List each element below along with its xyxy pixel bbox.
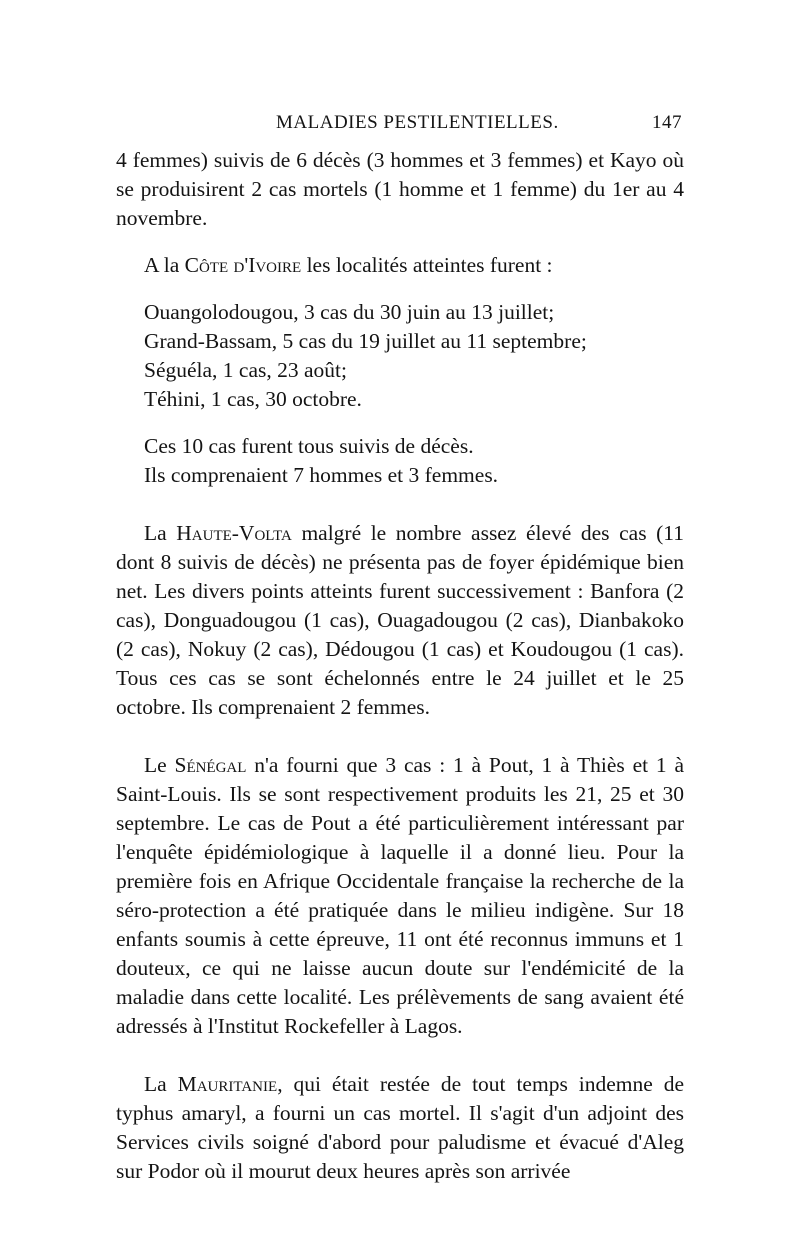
country-cote-ivoire: Côte d'Ivoire — [184, 253, 302, 277]
country-mauritanie: Mauritanie — [177, 1072, 278, 1096]
haute-volta-prefix: La — [144, 521, 177, 545]
cote-intro-suffix: les localités atteintes furent : — [301, 253, 553, 277]
cote-summary-line: Ils comprenaient 7 hommes et 3 femmes. — [144, 463, 499, 487]
mauritanie-text: , qui était restée de tout temps indemne de typhus amaryl, a fourni un cas mortel. Il s'agit d'un adjoint des Services civils soigné d'abord pour paludisme et évacué d'Aleg sur Podor où il mourut deux heures après son arrivée — [116, 1072, 684, 1183]
locality-item: Grand-Bassam, 5 cas du 19 juillet au 11 septembre; — [144, 329, 587, 353]
cote-ivoire-intro — [116, 251, 684, 280]
mauritanie-paragraph — [116, 1070, 684, 1186]
haute-volta-paragraph — [116, 519, 684, 722]
page-number: 147 — [652, 112, 682, 133]
cote-intro-prefix: A la — [144, 253, 185, 277]
book-page — [116, 112, 684, 1186]
mauritanie-prefix: La — [144, 1072, 178, 1096]
running-head — [116, 112, 684, 146]
locality-item: Séguéla, 1 cas, 23 août; — [144, 358, 348, 382]
haute-volta-text: malgré le nombre assez élevé des cas (11 dont 8 suivis de décès) ne présenta pas de foyer épidémique bien net. Les divers points atteints furent successivement : Banfora (2 cas), Donguadougou (1 cas), Ouagadougou (2 cas), Dianbakoko (2 cas), Nokuy (2 cas), Dédougou (1 cas) et Koudougou (1 cas). Tous ces cas se sont échelonnés entre le 24 juillet et le 25 octobre. Ils comprenaient 2 femmes. — [116, 521, 684, 719]
senegal-text: n'a fourni que 3 cas : 1 à Pout, 1 à Thiès et 1 à Saint-Louis. Ils se sont respectivement produits les 21, 25 et 30 septembre. Le cas de Pout a été particulièrement intéressant par l'enquête épidémiologique à laquelle il a donné lieu. Pour la première fois en Afrique Occidentale française la recherche de la séro-protection a été pratiquée dans le milieu indigène. Sur 18 enfants soumis à cette épreuve, 11 ont été reconnus immuns et 1 douteux, ce qui ne laisse aucun doute sur l'endémicité de la maladie dans cette localité. Les prélèvements de sang avaient été adressés à l'Institut Rockefeller à Lagos. — [116, 753, 684, 1038]
running-title: MALADIES PESTILENTIELLES. — [276, 112, 559, 133]
country-senegal: Sénégal — [174, 753, 247, 777]
country-haute-volta: Haute-Volta — [176, 521, 292, 545]
cote-summary-line: Ces 10 cas furent tous suivis de décès. — [144, 434, 474, 458]
locality-item: Téhini, 1 cas, 30 octobre. — [144, 387, 362, 411]
senegal-prefix: Le — [144, 753, 175, 777]
locality-item: Ouangolodougou, 3 cas du 30 juin au 13 juillet; — [144, 300, 555, 324]
senegal-paragraph — [116, 751, 684, 1041]
paragraph-continuation: 4 femmes) suivis de 6 décès (3 hommes et 3 femmes) et Kayo où se produisirent 2 cas mortels (1 homme et 1 femme) du 1er au 4 novembre. — [116, 148, 684, 230]
